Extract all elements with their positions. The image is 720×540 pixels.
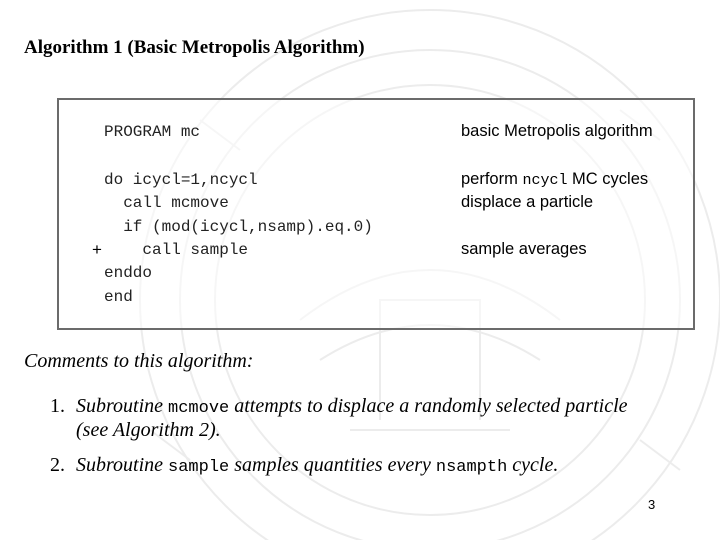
comment-item-2: [76, 454, 558, 477]
code-comment-perform-var: ncycl: [522, 172, 568, 189]
code-comment-sample: sample averages: [461, 240, 587, 258]
comment-item-2-c: samples quantities every: [229, 454, 436, 476]
code-line-enddo: enddo: [104, 264, 153, 282]
comment-item-1-line-1: [76, 395, 628, 418]
comment-item-1-number: 1.: [50, 395, 65, 417]
code-line-call-sample: call sample: [104, 241, 249, 259]
code-comment-displace: displace a particle: [461, 193, 594, 211]
algorithm-title: Algorithm 1 (Basic Metropolis Algorithm): [24, 37, 365, 58]
code-comment-perform-c: MC cycles: [567, 170, 649, 188]
page-number: 3: [648, 497, 656, 512]
comment-item-2-number: 2.: [50, 454, 65, 476]
comment-item-2-var: nsampth: [435, 458, 508, 477]
code-line-program: PROGRAM mc: [104, 123, 201, 141]
code-line-marker: +: [92, 240, 102, 259]
comment-item-1-line-2: (see Algorithm 2).: [76, 419, 221, 441]
code-line-end: end: [104, 288, 133, 306]
comment-item-2-e: cycle.: [507, 454, 559, 476]
comment-item-1-c: attempts to displace a randomly selected particle: [229, 395, 628, 417]
code-line-call-mcmove: call mcmove: [104, 194, 229, 212]
comments-heading: Comments to this algorithm:: [24, 350, 254, 372]
code-comment-basic: basic Metropolis algorithm: [461, 122, 653, 140]
code-comment-perform-a: perform: [461, 170, 523, 188]
comment-item-1-code: mcmove: [168, 399, 230, 418]
code-line-if: if (mod(icycl,nsamp).eq.0): [104, 218, 373, 236]
comment-item-2-code: sample: [168, 458, 230, 477]
code-line-do: do icycl=1,ncycl: [104, 171, 258, 189]
code-comment-perform: [461, 170, 648, 189]
comment-item-2-a: Subroutine: [76, 454, 169, 476]
comment-item-1-a: Subroutine: [76, 395, 169, 417]
